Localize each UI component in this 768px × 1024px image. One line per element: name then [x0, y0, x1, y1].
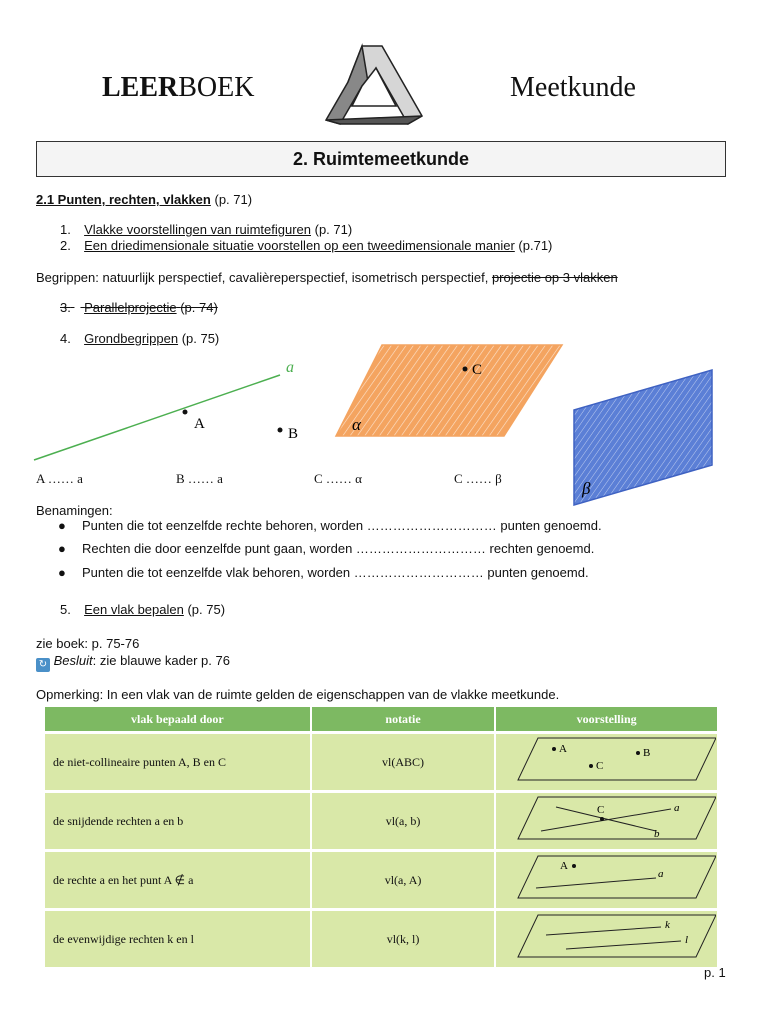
list-item-number: 5. [60, 602, 71, 617]
point-c-label: C [472, 362, 483, 378]
line-k [546, 927, 661, 935]
list-item-page: (p. 75) [187, 602, 226, 617]
section-heading-link[interactable]: 2.1 Punten, rechten, vlakken [36, 192, 211, 207]
line-a [541, 809, 671, 831]
header-left [102, 72, 254, 104]
point-b-label: B [288, 426, 299, 442]
begrippen-struck: projectie op 3 vlakken [491, 270, 618, 285]
point-dot [572, 864, 576, 868]
plane-beta [574, 370, 712, 505]
point-dot [600, 817, 604, 821]
blank-c-beta: C …… β [454, 471, 502, 486]
table-header: notatie [311, 707, 496, 733]
list-item-struck [60, 300, 218, 315]
plane-alpha-label: α [352, 415, 361, 434]
line-label: b [654, 828, 660, 840]
point-label: B [643, 747, 651, 759]
blank-c-alpha: C …… α [314, 471, 362, 486]
point-label: A [559, 743, 568, 755]
begrippen-text: Begrippen: natuurlijk perspectief, cavalièreperspectief, isometrisch perspectief, [36, 270, 492, 285]
plane-alpha [336, 345, 562, 436]
header-left-rest: BOEK [178, 72, 255, 103]
line-label: k [665, 919, 671, 931]
begrippen-line [36, 270, 618, 285]
section-heading-page: (p. 71) [214, 192, 253, 207]
opmerking: Opmerking: In een vlak van de ruimte gelden de eigenschappen van de vlakke meetkunde. [36, 687, 560, 702]
point-a-label: A [194, 416, 205, 432]
grondbegrippen-figure [30, 338, 750, 508]
table-row [45, 733, 718, 792]
list-item [60, 238, 552, 253]
point-dot [552, 747, 556, 751]
line-l [566, 941, 681, 949]
list-item-text: Punten die tot eenzelfde vlak behoren, worden ………………………… punten genoemd. [82, 565, 589, 580]
list-item [60, 222, 352, 237]
penrose-triangle-logo [322, 42, 426, 126]
header-right: Meetkunde [510, 72, 636, 103]
besluit-label: Besluit [53, 653, 93, 668]
plane-figure-a-point [496, 852, 716, 904]
table-cell: vl(a, A) [311, 851, 496, 910]
list-item-page: (p. 71) [314, 222, 353, 237]
list-item-number: 1. [60, 222, 71, 237]
header-left-bold: LEER [102, 72, 179, 103]
list-item-text: Rechten die door eenzelfde punt gaan, worden ………………………… rechten genoemd. [82, 541, 595, 556]
plane-beta-label: β [582, 479, 591, 498]
line-a-label: a [286, 359, 294, 376]
list-item-link[interactable]: Grondbegrippen [84, 331, 179, 346]
page-number: p. 1 [704, 965, 726, 980]
table-cell: de rechte a en het punt A ∉ a [45, 851, 311, 910]
table-cell: vl(ABC) [311, 733, 496, 792]
plane-figure-ab [496, 793, 716, 845]
table-cell: vl(a, b) [311, 792, 496, 851]
table-cell-figure [495, 910, 718, 968]
table-cell: de niet-collineaire punten A, B en C [45, 733, 311, 792]
list-item-link[interactable]: Parallelprojectie [84, 300, 177, 315]
table-cell: vl(k, l) [311, 910, 496, 968]
table-cell: de evenwijdige rechten k en l [45, 910, 311, 968]
line-label: a [658, 868, 664, 880]
table-row [45, 792, 718, 851]
line-a [536, 878, 656, 888]
table-header-row [45, 707, 718, 733]
line-b [556, 807, 656, 831]
table-row [45, 910, 718, 968]
plane-outline [518, 856, 716, 898]
table-header: voorstelling [495, 707, 718, 733]
point-label: A [560, 860, 569, 872]
point-label: C [596, 760, 604, 772]
page-title: 2. Ruimtemeetkunde [36, 141, 726, 177]
table-cell-figure [495, 733, 718, 792]
point-b-dot [278, 428, 283, 433]
point-a-dot [183, 410, 188, 415]
list-item-text: Punten die tot eenzelfde rechte behoren, worden ………………………… punten genoemd. [82, 518, 602, 533]
bullet-icon: ● [58, 541, 66, 556]
besluit-text: : zie blauwe kader p. 76 [92, 653, 230, 668]
list-item-number: 3. [60, 300, 71, 315]
vlak-table [45, 707, 719, 967]
list-item-number: 2. [60, 238, 71, 253]
point-dot [636, 751, 640, 755]
point-dot [589, 764, 593, 768]
blank-b-line: B …… a [176, 471, 223, 486]
point-c-dot [463, 367, 468, 372]
line-a [34, 375, 280, 460]
blank-a-line: A …… a [36, 471, 83, 486]
table-row [45, 851, 718, 910]
bullet-icon: ● [58, 565, 66, 580]
zie-boek: zie boek: p. 75-76 [36, 636, 140, 651]
list-item [60, 602, 225, 617]
table-cell-figure [495, 851, 718, 910]
section-heading [36, 192, 252, 207]
table-header: vlak bepaald door [45, 707, 311, 733]
plane-figure-kl [496, 911, 716, 963]
line-label: a [674, 802, 680, 814]
list-item-number: 4. [60, 331, 71, 346]
besluit-line [36, 653, 230, 672]
list-item-link[interactable]: Een vlak bepalen [84, 602, 184, 617]
refresh-icon: ↻ [36, 658, 50, 672]
list-item-link[interactable]: Een driedimensionale situatie voorstellen op een tweedimensionale manier [84, 238, 515, 253]
plane-figure-abc [496, 734, 716, 786]
point-label: C [597, 804, 605, 816]
list-item-page: (p. 74) [180, 300, 218, 315]
list-item-page: (p. 75) [181, 331, 220, 346]
plane-outline [518, 738, 716, 780]
line-label: l [685, 934, 689, 946]
table-cell: de snijdende rechten a en b [45, 792, 311, 851]
benamingen-heading: Benamingen: [36, 503, 113, 518]
list-item-link[interactable]: Vlakke voorstellingen van ruimtefiguren [84, 222, 311, 237]
bullet-icon: ● [58, 518, 66, 533]
list-item-page: (p.71) [518, 238, 553, 253]
table-cell-figure [495, 792, 718, 851]
